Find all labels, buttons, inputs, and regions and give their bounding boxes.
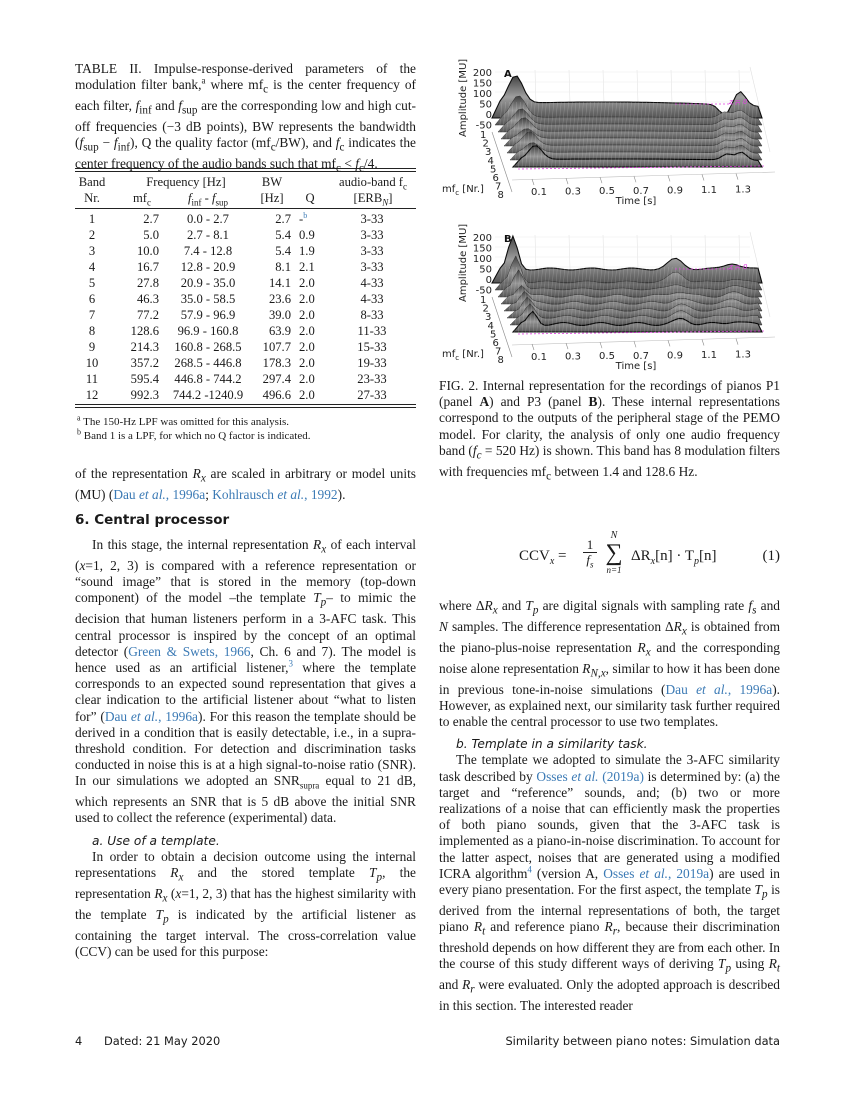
- cell-mfc: 10.0: [136, 244, 159, 258]
- cell-q: 2.0: [299, 308, 315, 322]
- svg-text:100: 100: [472, 254, 492, 265]
- cell-mfc: 2.7: [143, 212, 159, 226]
- svg-text:0.5: 0.5: [599, 186, 615, 198]
- svg-text:50: 50: [479, 99, 492, 111]
- svg-text:A: A: [504, 69, 512, 80]
- equation-fraction: 1 $f_s$: [583, 538, 597, 572]
- cell-bw: 5.4: [275, 244, 291, 258]
- cell-range: 268.5 - 446.8: [174, 356, 242, 370]
- cell-bw: 297.4: [262, 372, 291, 386]
- cell-band: 9: [88, 340, 96, 354]
- cell-bw: 8.1: [275, 260, 291, 274]
- svg-text:-50: -50: [475, 285, 492, 297]
- cell-q: 0.9: [299, 228, 315, 242]
- table-header-row-2: [75, 190, 416, 206]
- cell-bw: 5.4: [275, 228, 291, 242]
- cell-band: 7: [88, 308, 96, 322]
- cell-mfc: 16.7: [136, 260, 159, 274]
- cell-q: 2.0: [299, 356, 315, 370]
- cell-q: 2.0: [299, 276, 315, 290]
- table-row: [75, 339, 416, 355]
- table-row: [75, 227, 416, 243]
- cell-erb: 23-33: [357, 372, 387, 386]
- section-central-processor: [75, 512, 416, 960]
- equation-1: [439, 530, 780, 590]
- footnote-link-3[interactable]: 3: [288, 658, 294, 669]
- header-q: Q: [305, 191, 315, 205]
- cell-band: 8: [88, 324, 96, 338]
- header-band: Band: [78, 175, 106, 189]
- cell-bw: 14.1: [268, 276, 291, 290]
- svg-text:3: 3: [485, 147, 492, 159]
- header-audio-band: audio-band $f_c$: [339, 175, 407, 192]
- cell-mfc: 214.3: [130, 340, 159, 354]
- cell-mfc: 27.8: [136, 276, 159, 290]
- svg-text:6: 6: [492, 173, 499, 184]
- continuation-paragraph: of the representation $R_x$ are scaled in arbitrary or model units (MU) (Dau et al., 1996a; Kohlrausch et al., 1992).: [75, 466, 417, 502]
- citation-link[interactable]: Dau et al., 1996a: [104, 708, 198, 724]
- citation-link[interactable]: Kohlrausch et al., 1992: [212, 486, 338, 502]
- header-bw: BW: [261, 175, 283, 189]
- cell-q: 2.1: [299, 260, 315, 274]
- footnote-b: $^b$ Band 1 is a LPF, for which no Q factor is indicated.: [77, 426, 311, 442]
- cell-q: 2.0: [299, 292, 315, 306]
- cell-range: 20.9 - 35.0: [180, 276, 236, 290]
- footnote-link-b[interactable]: b: [303, 210, 308, 220]
- cell-bw: 107.7: [262, 340, 291, 354]
- cell-band: 2: [88, 228, 96, 242]
- cell-range: 12.8 - 20.9: [180, 260, 236, 274]
- cell-bw: 63.9: [268, 324, 291, 338]
- svg-text:Amplitude [MU]: Amplitude [MU]: [458, 223, 469, 302]
- cell-bw: 23.6: [268, 292, 291, 306]
- svg-text:z = 0: z = 0: [729, 263, 748, 271]
- cell-band: 10: [85, 356, 99, 370]
- cell-mfc: 46.3: [136, 292, 159, 306]
- equation-number: (1): [762, 548, 780, 564]
- cell-q: 2.0: [299, 372, 315, 386]
- svg-text:2: 2: [482, 138, 489, 150]
- cell-mfc: 5.0: [143, 228, 159, 242]
- cell-range: 96.9 - 160.8: [177, 324, 239, 338]
- header-nr: Nr.: [84, 191, 100, 205]
- table-header-rule: [75, 208, 416, 209]
- svg-text:0.7: 0.7: [633, 185, 649, 197]
- svg-text:Amplitude [MU]: Amplitude [MU]: [458, 58, 469, 137]
- panel-a: [442, 59, 775, 207]
- svg-text:100: 100: [472, 89, 492, 100]
- svg-text:z = 0: z = 0: [729, 98, 748, 106]
- cell-erb: 8-33: [360, 308, 384, 322]
- cell-erb: 4-33: [360, 292, 384, 306]
- table-row: [75, 323, 416, 339]
- cell-erb: 3-33: [360, 212, 384, 226]
- cell-band: 1: [88, 212, 96, 226]
- cell-mfc: 357.2: [130, 356, 159, 370]
- cell-range: 160.8 - 268.5: [174, 340, 242, 354]
- cell-erb: 3-33: [360, 260, 384, 274]
- section-heading: 6. Central processor: [75, 512, 230, 528]
- table-row: [75, 371, 416, 387]
- svg-text:0.9: 0.9: [667, 350, 683, 362]
- header-erb: $[ERB_N]$: [353, 191, 393, 208]
- svg-text:1.1: 1.1: [701, 185, 717, 196]
- panel-b: [442, 224, 775, 372]
- cell-q: 2.0: [299, 388, 315, 402]
- svg-text:1.3: 1.3: [735, 184, 751, 196]
- cell-erb: 27-33: [357, 388, 387, 402]
- table-label: TABLE II.: [75, 61, 142, 76]
- cell-q: 2.0: [299, 340, 315, 354]
- svg-text:0.9: 0.9: [667, 185, 683, 197]
- cell-erb: 4-33: [360, 276, 384, 290]
- table-row: [75, 275, 416, 291]
- svg-text:7: 7: [495, 346, 502, 358]
- cell-range: 446.8 - 744.2: [174, 372, 242, 386]
- table-row: [75, 243, 416, 259]
- right-column-text: [439, 598, 780, 1014]
- cell-mfc: 128.6: [130, 324, 159, 338]
- paragraph: where $\Delta R_x$ and $T_p$ are digital signals with sampling rate $f_s$ and N samples. The difference representation $\Delta R_x$ is obtained from the piano-plus-noise representation $R_x$ and the corresponding noise alone representation $R_{N,x}$, similar to how it has been done in previous tone-in-noise simulations (Dau et al., 1996a). However, as explained next, our similarity task further required to enable the central processor to use two templates.: [439, 598, 781, 729]
- paragraph: The template we adopted to simulate the 3-AFC similarity task described by Osses et al. (2019a) is determined by: (a) the target and “reference” sounds, and; (b) two or more realizations of a noise that can efficiently mask the properties of both piano sounds, given that the 3-AFC task is implemented as a piano-in-noise discrimination. To account for the latter aspect, noises that are generated using a modified ICRA algorithm$^4$ (version A, Osses et al., 2019a) are used in every piano presentation. For the first aspect, the template $T_p$ is derived from the internal representations of both, the target piano $R_t$ and reference piano $R_r$, because their discrimination threshold depends on how different they are from each other. In the course of this study different ways of deriving $T_p$ using $R_t$ and $R_r$ were evaluated. Only the adopted approach is described in this section. The interested reader: [439, 752, 781, 1013]
- svg-text:0: 0: [485, 110, 492, 121]
- subsection-heading-b: b. Template in a similarity task.: [456, 737, 648, 752]
- left-column-continuation: [75, 466, 416, 503]
- svg-text:4: 4: [487, 320, 494, 332]
- svg-text:0: 0: [485, 275, 492, 286]
- cell-range: 0.0 - 2.7: [187, 212, 229, 226]
- cell-q: 1.9: [299, 244, 315, 258]
- cell-erb: 3-33: [360, 244, 384, 258]
- svg-text:0.1: 0.1: [531, 352, 547, 363]
- cell-range: 2.7 - 8.1: [187, 228, 229, 242]
- citation-link[interactable]: Osses et al., 2019a: [603, 865, 710, 881]
- svg-text:1: 1: [480, 130, 487, 141]
- svg-text:2: 2: [482, 303, 489, 315]
- svg-text:8: 8: [497, 190, 504, 202]
- svg-text:1.1: 1.1: [701, 350, 717, 361]
- svg-text:150: 150: [472, 78, 492, 90]
- equation-summand: $\Delta R_x[n] \cdot T_p[n]$: [631, 548, 717, 567]
- running-title: Similarity between piano notes: Simulation data: [505, 1034, 780, 1048]
- cell-mfc: 992.3: [130, 388, 159, 402]
- svg-text:4: 4: [487, 155, 494, 167]
- svg-text:B: B: [504, 234, 512, 245]
- cell-bw: 39.0: [268, 308, 291, 322]
- cell-erb: 11-33: [357, 324, 387, 338]
- svg-text:50: 50: [479, 264, 492, 276]
- table-row: [75, 307, 416, 323]
- svg-text:1: 1: [480, 295, 487, 306]
- svg-text:150: 150: [472, 243, 492, 255]
- cell-band: 4: [88, 260, 96, 274]
- cell-band: 12: [85, 388, 99, 402]
- cell-q: 2.0: [299, 324, 315, 338]
- footnote-marker-a: a: [201, 75, 206, 86]
- cell-mfc: 595.4: [130, 372, 159, 386]
- svg-text:6: 6: [492, 338, 499, 349]
- table-row: [75, 291, 416, 307]
- svg-text:0.3: 0.3: [565, 186, 581, 198]
- equation-sum: N ∑ n=1: [605, 530, 623, 575]
- table-header-row-1: [75, 174, 416, 190]
- svg-text:0.1: 0.1: [531, 187, 547, 198]
- svg-text:mfc [Nr.]: $mf_c$ [Nr.]: [442, 184, 484, 197]
- cell-band: 3: [88, 244, 96, 258]
- svg-text:200: 200: [472, 68, 492, 79]
- cell-range: 7.4 - 12.8: [183, 244, 233, 258]
- header-frequency: Frequency [Hz]: [146, 175, 226, 189]
- cell-q: -$^b$: [299, 210, 308, 226]
- header-mfc: $mf_c$: [133, 191, 151, 208]
- table-caption: TABLE II. Impulse-response-derived parameters of the modulation filter bank,$^a$ where $mf_c$ is the center frequency of each filter, $f_{inf}$ and $f_{sup}$ are the corresponding low and high cut-off frequencies (−3 dB points), BW represents the bandwidth $(f_{sup} - f_{inf})$, Q the quality factor $(mf_c/BW)$, and $f_c$ indicates the center frequency of the audio bands such that $mf_c < f_c/4$.: [75, 61, 416, 175]
- table-row: [75, 387, 416, 403]
- svg-text:Time [s]: Time [s]: [615, 361, 657, 372]
- cell-mfc: 77.2: [136, 308, 159, 322]
- svg-text:0.5: 0.5: [599, 351, 615, 363]
- header-range: $f_{inf} - f_{sup}$: [187, 191, 228, 208]
- cell-range: 35.0 - 58.5: [180, 292, 236, 306]
- dated: Dated: 21 May 2020: [104, 1034, 221, 1048]
- svg-text:0.7: 0.7: [633, 350, 649, 362]
- svg-text:7: 7: [495, 181, 502, 193]
- footnote-a: $^a$ The 150-Hz LPF was omitted for this analysis.: [77, 413, 290, 428]
- subsection-heading-a: a. Use of a template.: [92, 833, 220, 848]
- cell-range: 744.2 -1240.9: [172, 388, 244, 402]
- cell-erb: 19-33: [357, 356, 387, 370]
- cell-range: 57.9 - 96.9: [180, 308, 236, 322]
- page-number: 4: [75, 1034, 83, 1048]
- table-row: [75, 259, 416, 275]
- svg-text:8: 8: [497, 355, 504, 367]
- figure-2: [440, 42, 780, 376]
- svg-text:-50: -50: [475, 120, 492, 132]
- paragraph: In this stage, the internal representation $R_x$ of each interval (x=1, 2, 3) is compared with a reference representation or “sound image” that is stored in the memory (top-down component) of the model –the template $T_p-$ to mimic the decision that human listeners perform in a 3-AFC task. This central processor is inspired by the concept of an optimal detector (Green & Swets, 1966, Ch. 6 and 7). The model is hence used as an artificial listener,$^3$ where the template corresponds to an expected sound representation that gives a clear indication to the artificial listener about “what to listen for” (Dau et al., 1996a). For this reason the template should be derived in a condition that is easily detectable, i.e., in a supra-threshold condition. For detection and discrimination tasks conducted in noise this is at a high signal-to-noise ratio (SNR). In our simulations we adopted an $SNR_{supra}$ equal to 21 dB, which represents an SNR that is 5 dB above the initial SNR used to collect the reference (experimental) data.: [75, 537, 417, 826]
- svg-text:0.3: 0.3: [565, 351, 581, 363]
- cell-bw: 496.6: [262, 388, 291, 402]
- svg-text:mfc [Nr.]: $mf_c$ [Nr.]: [442, 349, 484, 362]
- footnote-link-4[interactable]: 4: [527, 864, 532, 875]
- cell-erb: 15-33: [357, 340, 387, 354]
- citation-link[interactable]: Osses et al. (2019a): [536, 768, 644, 784]
- table-top-rule: [75, 168, 416, 172]
- table-row: [75, 355, 416, 371]
- svg-text:Time [s]: Time [s]: [615, 196, 657, 207]
- cell-band: 11: [85, 372, 99, 386]
- figure-caption: FIG. 2. Internal representation for the recordings of pianos P1 (panel A) and P3 (panel B). These internal representations correspond to the outputs of the peripheral stage of the PEMO model. For clarity, the analysis of only one audio frequency band ($f_c = 520$ Hz) is shown. This band has 8 modulation filters with frequencies $mf_c$ between 1.4 and 128.6 Hz.: [439, 378, 780, 483]
- svg-text:200: 200: [472, 233, 492, 244]
- citation-link[interactable]: Green & Swets, 1966: [128, 643, 251, 659]
- svg-text:5: 5: [490, 329, 497, 341]
- figure-2-plots: [440, 42, 780, 372]
- citation-link[interactable]: Dau et al., 1996a: [665, 681, 773, 697]
- cell-bw: 2.7: [275, 212, 291, 226]
- equation-body: $CCV_x$ =: [519, 548, 567, 567]
- svg-text:5: 5: [490, 164, 497, 176]
- citation-link[interactable]: Dau et al., 1996a: [113, 486, 206, 502]
- header-hz: [Hz]: [260, 191, 284, 205]
- table-row: [75, 211, 416, 227]
- cell-erb: 3-33: [360, 228, 384, 242]
- svg-text:1.3: 1.3: [735, 349, 751, 361]
- table-footnotes: [77, 413, 418, 443]
- paragraph: In order to obtain a decision outcome using the internal representations $R_x$ and the stored template $T_p$, the representation $R_x$ (x=1, 2, 3) that has the highest similarity with the template $T_p$ is indicated by the artificial listener as containing the target interval. The cross-correlation value (CCV) can be used for this purpose:: [75, 848, 417, 959]
- cell-band: 6: [88, 292, 96, 306]
- table-bottom-rule: [75, 404, 416, 408]
- cell-bw: 178.3: [262, 356, 291, 370]
- cell-band: 5: [88, 276, 96, 290]
- svg-text:3: 3: [485, 312, 492, 324]
